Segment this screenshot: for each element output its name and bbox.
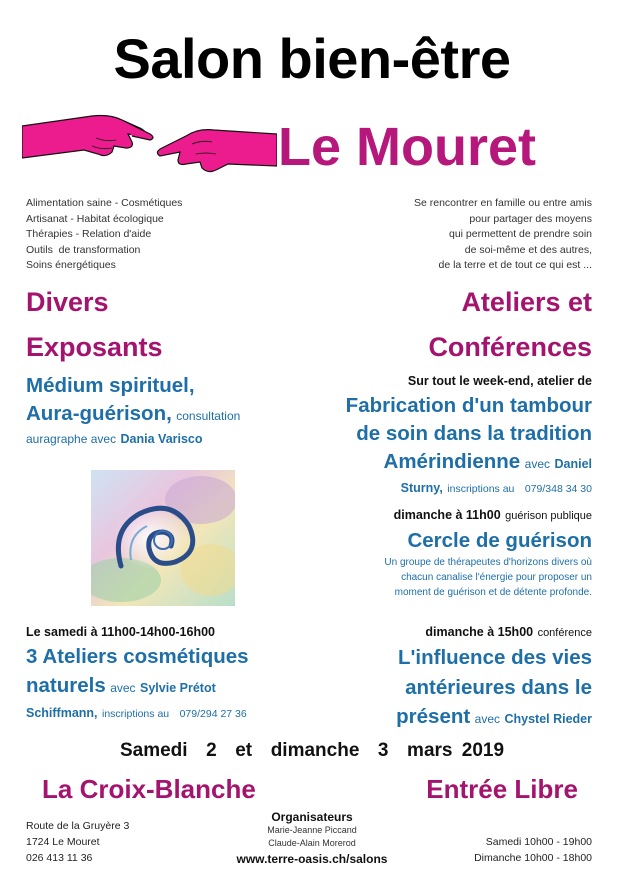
- intro-line: de soi-même et des autres,: [464, 243, 592, 256]
- theme-item: Soins énergétiques: [26, 259, 116, 271]
- touching-hands-illustration: [22, 108, 277, 178]
- address-line: 1724 Le Mouret: [26, 836, 100, 848]
- organizers-block: [212, 810, 412, 866]
- conference-title-line1: L'influence des vies: [398, 646, 592, 669]
- theme-item: Thérapies - Relation d'aide: [26, 228, 152, 240]
- healing-circle-block: [384, 504, 592, 600]
- drum-title-line2: de soin dans la tradition: [356, 422, 592, 445]
- cosmetics-workshop-block: [26, 622, 249, 724]
- conference-avec: avec: [474, 712, 501, 726]
- website-link[interactable]: www.terre-oasis.ch/salons: [236, 852, 388, 866]
- event-dates: Samedi 2 et dimanche 3 mars 2019: [119, 740, 505, 761]
- conference-title-line2: antérieures dans le: [405, 676, 592, 699]
- consult-label: consultation: [176, 409, 241, 423]
- drum-presenter-first: Daniel: [554, 457, 592, 471]
- theme-item: Alimentation saine - Cosmétiques: [26, 197, 183, 209]
- drum-title-line1: Fabrication d'un tambour: [345, 394, 592, 417]
- cosmetics-title-line1: 3 Ateliers cosmétiques: [26, 645, 249, 668]
- heading-line: Exposants: [26, 332, 163, 362]
- cosmetics-avec: avec: [110, 681, 136, 695]
- address-line: 026 413 11 36: [26, 852, 93, 864]
- conference-kind: conférence: [537, 627, 592, 639]
- intro-line: pour partager des moyens: [469, 212, 592, 225]
- cosmetics-inscriptions: inscriptions au: [102, 708, 170, 720]
- drum-title-line3: Amérindienne: [383, 450, 521, 473]
- intro-line: qui permettent de prendre soin: [448, 228, 592, 240]
- presenter-name: Dania Varisco: [120, 432, 203, 446]
- circle-kind: guérison publique: [505, 510, 592, 522]
- aura-title: Aura-guérison,: [26, 402, 172, 425]
- themes-list: [26, 196, 182, 274]
- opening-hours: [474, 834, 592, 866]
- exhibitors-heading: [26, 280, 163, 370]
- heading-line: Ateliers et: [461, 287, 592, 317]
- drum-avec: avec: [524, 457, 551, 471]
- workshops-heading: [428, 280, 592, 370]
- drum-inscriptions: inscriptions au: [447, 483, 515, 495]
- conference-title-line3: présent: [396, 705, 471, 728]
- organizer-name: Marie-Jeanne Piccand: [267, 825, 357, 835]
- circle-desc-line: moment de guérison et de détente profonde.: [394, 587, 592, 598]
- circle-when: dimanche à 11h00: [393, 508, 501, 522]
- intro-text: [414, 196, 592, 274]
- drum-phone: 079/348 34 30: [524, 483, 592, 495]
- hours-line: Samedi 10h00 - 19h00: [485, 836, 592, 848]
- event-title: Salon bien-être: [113, 27, 511, 90]
- intro-line: Se rencontrer en famille ou entre amis: [413, 197, 592, 209]
- conference-presenter: Chystel Rieder: [504, 712, 592, 726]
- free-entry-label: Entrée Libre: [426, 774, 578, 804]
- conference-block: [396, 622, 592, 734]
- heading-line: Conférences: [428, 332, 592, 362]
- medium-block: [26, 372, 240, 448]
- medium-title: Médium spirituel,: [26, 374, 195, 397]
- heading-line: Divers: [26, 287, 109, 317]
- circle-desc-line: chacun canalise l'énergie pour proposer un: [401, 572, 592, 583]
- theme-item: Outils de transformation: [26, 243, 141, 256]
- venue-name: La Croix-Blanche: [42, 774, 256, 804]
- theme-item: Artisanat - Habitat écologique: [26, 212, 164, 225]
- circle-title: Cercle de guérison: [407, 529, 592, 552]
- drum-presenter-last: Sturny,: [400, 481, 443, 495]
- cosmetics-phone: 079/294 27 36: [179, 708, 247, 720]
- aura-painting-image: [91, 470, 235, 606]
- drum-workshop-block: [346, 370, 592, 499]
- cosmetics-when: Le samedi à 11h00-14h00-16h00: [26, 625, 216, 639]
- drum-intro: Sur tout le week-end, atelier de: [407, 374, 592, 388]
- event-location-title: Le Mouret: [278, 117, 537, 177]
- cosmetics-title-line2: naturels: [26, 674, 106, 697]
- address-line: Route de la Gruyère 3: [26, 820, 130, 832]
- cosmetics-presenter-first: Sylvie Prétot: [140, 681, 216, 695]
- cosmetics-presenter-last: Schiffmann,: [26, 706, 98, 720]
- venue-address: [26, 818, 129, 866]
- hours-line: Dimanche 10h00 - 18h00: [474, 852, 592, 864]
- auragraphe-label: auragraphe avec: [26, 432, 117, 446]
- conference-when: dimanche à 15h00: [425, 625, 534, 639]
- organizer-name: Claude-Alain Morerod: [268, 838, 356, 848]
- intro-line: de la terre et de tout ce qui est ...: [438, 259, 592, 271]
- organizers-title: Organisateurs: [271, 810, 353, 824]
- circle-desc-line: Un groupe de thérapeutes d'horizons divers où: [384, 557, 592, 568]
